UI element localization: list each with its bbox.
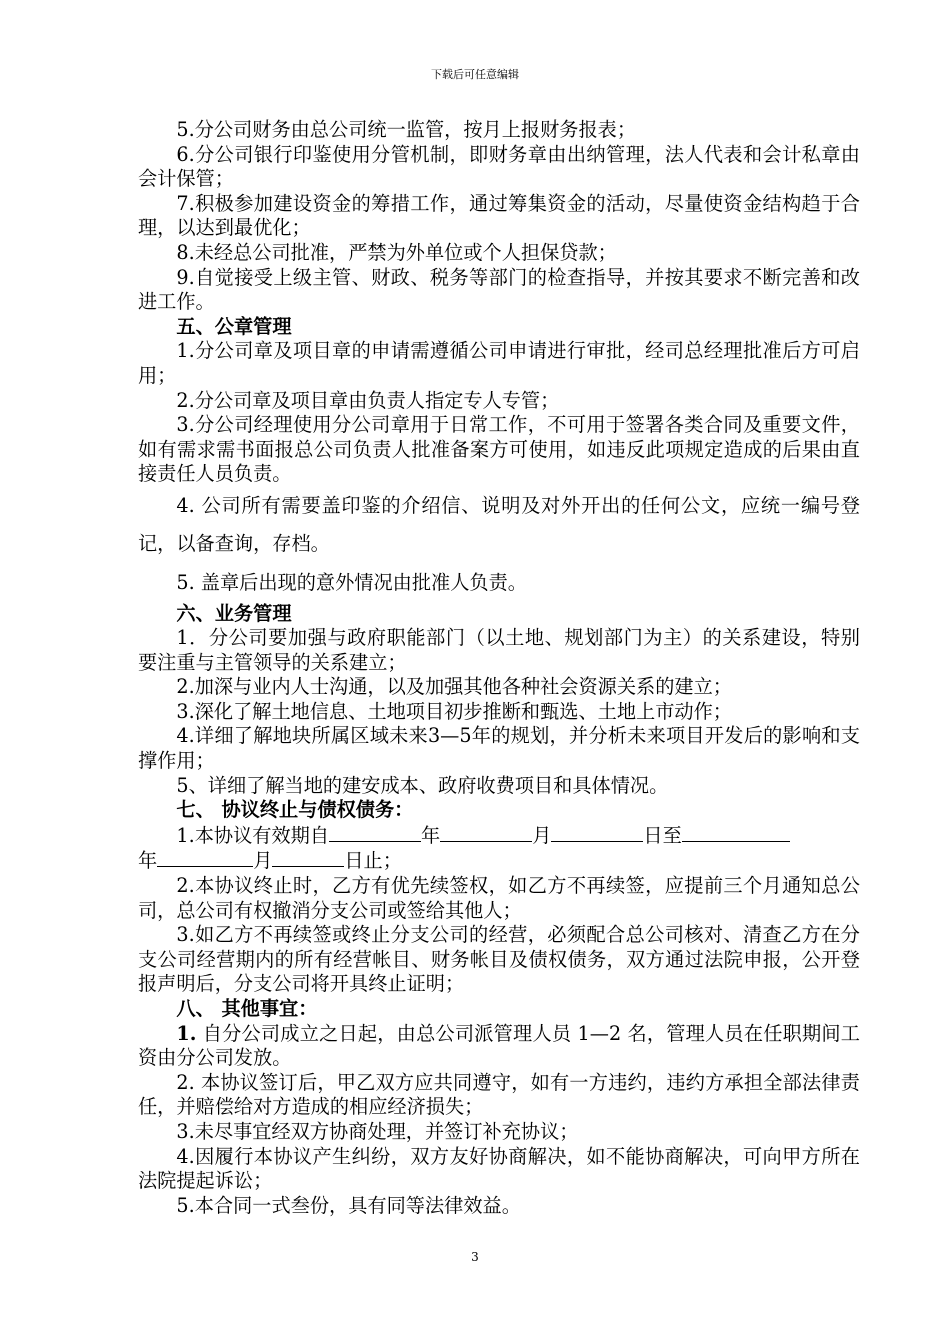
term-item-3: 3.如乙方不再续签或终止分支公司的经营，必须配合总公司核对、清查乙方在分支公司经营期内的所有经营帐目、财务帐目及债权债务，双方通过法院申报，公开登报声明后，分支公司将开具终止证明； [138,923,860,996]
finance-item-8: 8.未经总公司批准，严禁为外单位或个人担保贷款； [176,240,617,264]
other-item-1 [138,1022,860,1071]
page-header: 下载后可任意编辑 [431,68,519,81]
business-item-5: 5、详细了解当地的建安成本、政府收费项目和具体情况。 [176,773,669,797]
term-month-2: 月 [253,849,273,873]
seal-item-2: 2.分公司章及项目章由负责人指定专人专管； [176,388,560,412]
other-item-1-text: 自分公司成立之日起，由总公司派管理人员 1—2 名，管理人员在任职期间工资由分公司发放。 [138,1021,860,1070]
blank-year-start [329,823,421,842]
term-day-1: 日至 [643,823,682,847]
section5-heading: 五、公章管理 [176,314,292,338]
other-item-2: 2. 本协议签订后，甲乙双方应共同遵守，如有一方违约，违约方承担全部法律责任，并赔偿给对方造成的相应经济损失； [138,1070,860,1119]
term-prefix: 1.本协议有效期自 [176,823,330,847]
business-item-1: 1．分公司要加强与政府职能部门（以土地、规划部门为主）的关系建设，特别要注重与主管领导的关系建立； [138,626,860,674]
blank-year-end-a [682,823,790,842]
finance-item-6: 6.分公司银行印鉴使用分管机制，即财务章由出纳管理，法人代表和会计私章由会计保管； [138,142,860,191]
blank-day-end [272,848,344,867]
term-year-2: 年 [138,849,158,873]
term-year-1: 年 [421,823,441,847]
other-item-3: 3.未尽事宜经双方协商处理，并签订补充协议； [176,1119,579,1143]
blank-month-end [157,848,253,867]
finance-item-9: 9.自觉接受上级主管、财政、税务等部门的检查指导，并按其要求不断完善和改进工作。 [138,265,860,314]
finance-item-7: 7.积极参加建设资金的筹措工作，通过筹集资金的活动，尽量使资金结构趋于合理，以达到最优化； [138,191,860,240]
term-item-2: 2.本协议终止时，乙方有优先续签权，如乙方不再续签，应提前三个月通知总公司，总公司有权撤消分支公司或签给其他人； [138,874,860,922]
finance-item-5: 5.分公司财务由总公司统一监管，按月上报财务报表； [176,118,637,141]
seal-item-4: 4. 公司所有需要盖印鉴的介绍信、说明及对外开出的任何公文，应统一编号登记，以备查询，存档。 [138,493,860,555]
term-month-1: 月 [532,823,552,847]
other-item-4: 4.因履行本协议产生纠纷，双方友好协商解决，如不能协商解决，可向甲方所在法院提起诉讼； [138,1144,860,1193]
blank-month-start [440,823,532,842]
other-item-5: 5.本合同一式叁份，具有同等法律效益。 [176,1193,521,1217]
seal-item-5: 5. 盖章后出现的意外情况由批准人负责。 [176,570,527,594]
seal-item-1: 1.分公司章及项目章的申请需遵循公司申请进行审批，经司总经理批准后方可启用； [138,339,860,387]
page-number: 3 [471,1250,479,1264]
section6-heading: 六、业务管理 [176,601,292,625]
section8-heading: 八、 其他事宜： [176,997,318,1020]
seal-item-3: 3.分公司经理使用分公司章用于日常工作，不可用于签署各类合同及重要文件，如有需求需书面报总公司负责人批准备案方可使用，如违反此项规定造成的后果由直接责任人员负责。 [138,413,860,486]
term-item-1 [138,823,860,874]
term-day-2: 日止； [344,849,402,873]
section7-heading: 七、 协议终止与债权债务： [176,798,414,822]
other-item-1-number: 1. [176,1021,197,1045]
business-item-3: 3.深化了解土地信息、土地项目初步推断和甄选、土地上市动作； [176,699,732,723]
business-item-4: 4.详细了解地块所属区域未来3—5年的规划，并分析未来项目开发后的影响和支撑作用； [138,724,860,773]
blank-day-start [551,823,643,842]
business-item-2: 2.加深与业内人士沟通，以及加强其他各种社会资源关系的建立； [176,675,732,699]
document-body [138,118,860,1218]
